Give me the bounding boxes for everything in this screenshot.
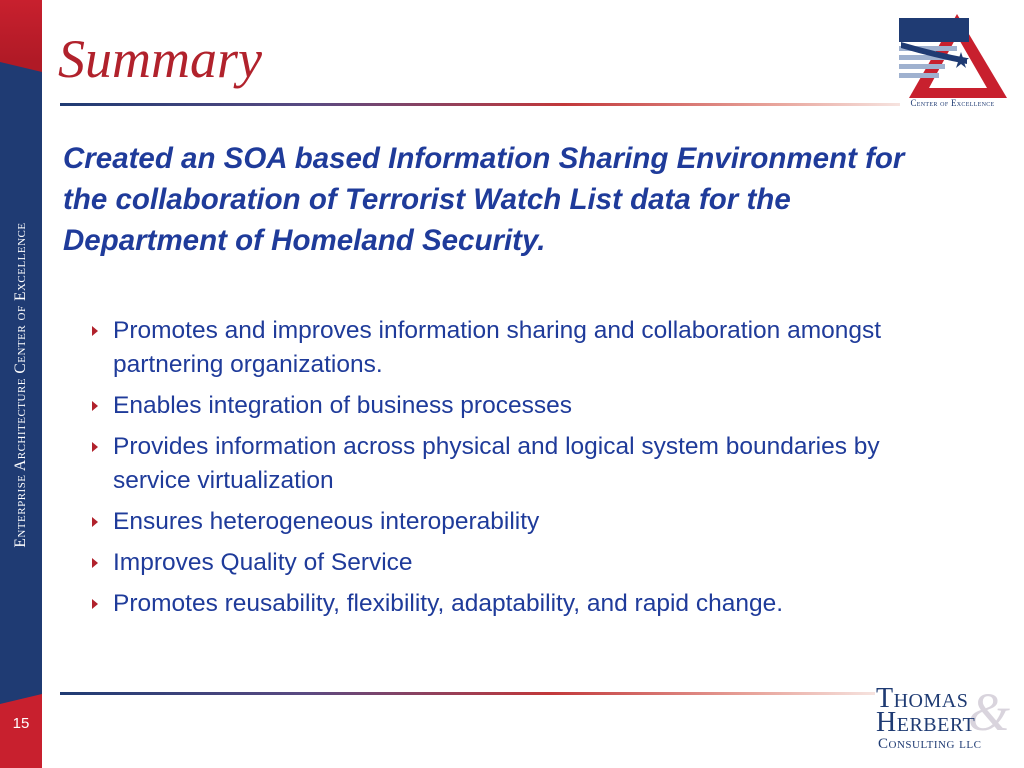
sidebar [0, 0, 42, 768]
thomas-herbert-logo [876, 683, 1016, 763]
sidebar-vertical-text: Enterprise Architecture Center of Excellence [12, 222, 29, 548]
center-of-excellence-logo [895, 12, 1010, 112]
logo-ampersand: & [968, 682, 1011, 742]
bullet-arrow-icon [92, 558, 98, 568]
lead-paragraph: Created an SOA based Information Sharing Environment for the collaboration of Terrorist Watch List data for the Department of Homeland Security. [63, 142, 905, 257]
sidebar-red-band-top [0, 0, 42, 62]
bullet-list [92, 314, 932, 628]
list-item: Promotes and improves information sharing and collaboration amongst partnering organizations. [92, 314, 932, 382]
title-divider [60, 103, 900, 106]
footer-divider [60, 692, 875, 695]
bullet-arrow-icon [92, 517, 98, 527]
bullet-arrow-icon [92, 326, 98, 336]
bullet-arrow-icon [92, 599, 98, 609]
bullet-arrow-icon [92, 442, 98, 452]
list-item: Promotes reusability, flexibility, adaptability, and rapid change. [92, 587, 932, 621]
list-item: Ensures heterogeneous interoperability [92, 505, 932, 539]
list-item: Provides information across physical and logical system boundaries by service virtualization [92, 430, 932, 498]
list-item: Improves Quality of Service [92, 546, 932, 580]
slide-number: 15 [12, 715, 30, 732]
bullet-arrow-icon [92, 401, 98, 411]
list-item: Enables integration of business processes [92, 389, 932, 423]
slide-title: Summary [58, 29, 262, 89]
logo-line-thomas: Thomas [876, 683, 969, 714]
logo-line-herbert: Herbert [876, 707, 976, 738]
sidebar-red-band-bottom [0, 704, 42, 768]
coe-logo-icon [895, 12, 1010, 100]
coe-logo-caption: Center of Excellence [910, 98, 995, 108]
logo-line-consulting: Consulting llc [878, 736, 982, 752]
